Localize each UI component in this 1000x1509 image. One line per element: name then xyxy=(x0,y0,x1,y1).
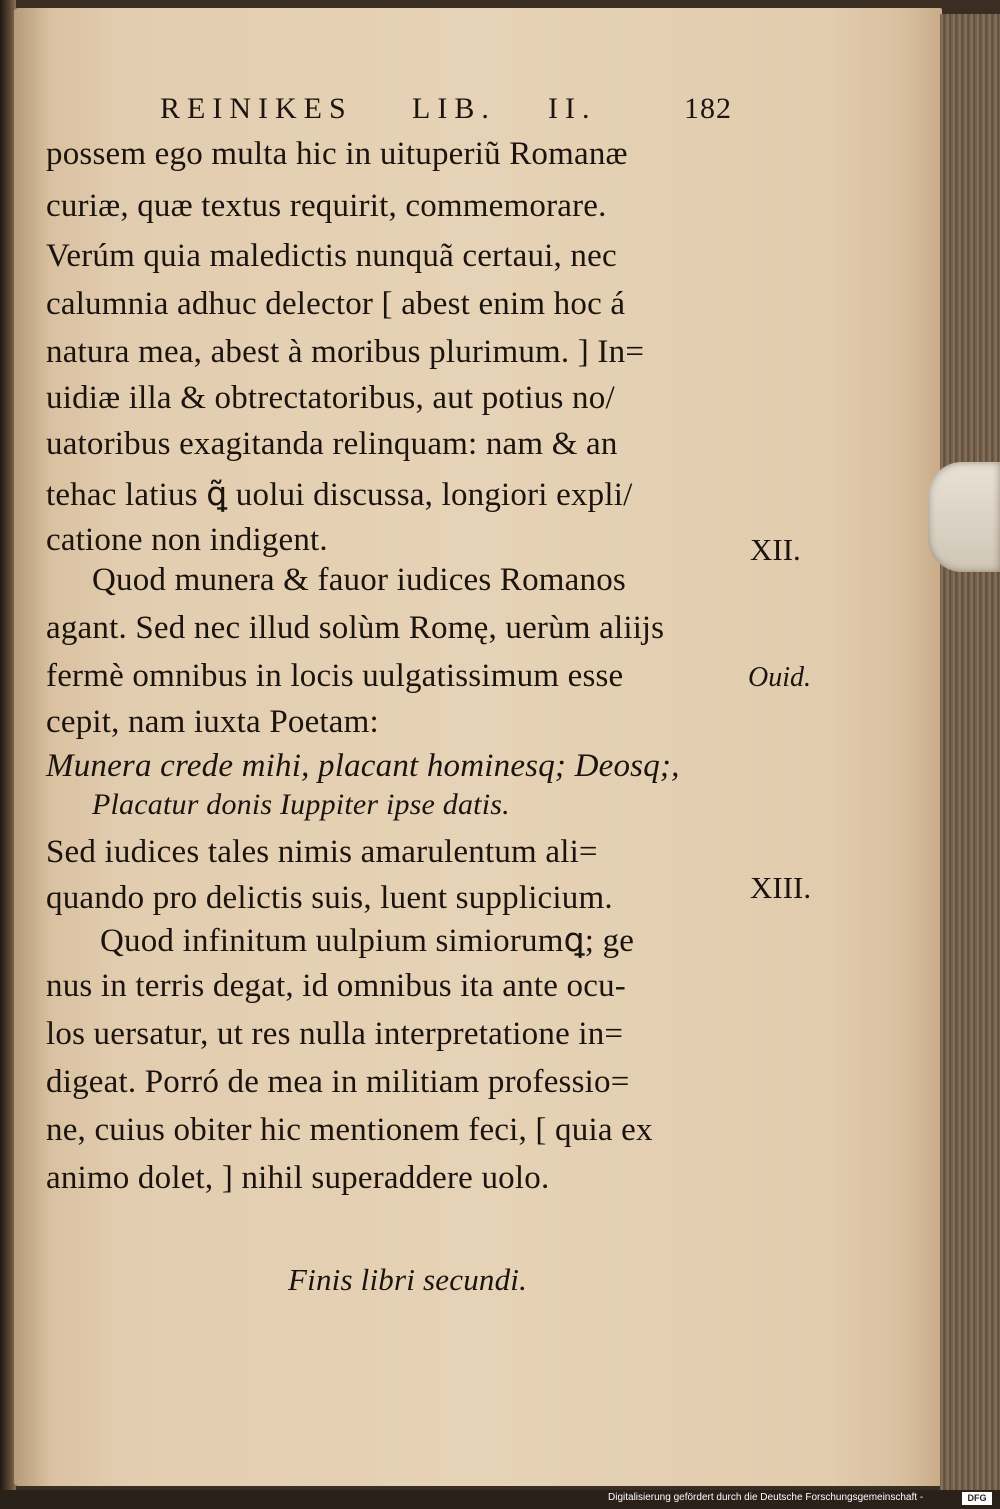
text-line-15: quando pro delictis suis, luent supplicium. xyxy=(46,880,613,916)
verse-line-2: Placatur donis Iuppiter ipse datis. xyxy=(92,788,510,821)
text-line-3: Verúm quia maledictis nunquã certaui, nec xyxy=(46,238,617,274)
text-line-6: uidiæ illa & obtrectatoribus, aut potius no/ xyxy=(46,380,615,416)
text-line-7: uatoribus exagitanda relinquam: nam & an xyxy=(46,426,618,462)
book-label: LIB. xyxy=(412,92,496,125)
page-fore-edge xyxy=(940,14,1000,1490)
margin-source-note: Ouid. xyxy=(748,662,811,693)
text-line-19: digeat. Porró de mea in militiam professio= xyxy=(46,1064,630,1100)
text-line-5: natura mea, abest à moribus plurimum. ] In= xyxy=(46,334,645,370)
text-line-21: animo dolet, ] nihil superaddere uolo. xyxy=(46,1160,550,1196)
text-line-8: tehac latius ꝗ̃ uolui discussa, longiori expli/ xyxy=(46,477,633,513)
text-line-9: catione non indigent. xyxy=(46,522,328,558)
book-clasp xyxy=(928,462,1000,572)
running-title: REINIKES xyxy=(160,92,353,125)
digitization-credit: Digitalisierung gefördert durch die Deutsche Forschungsgemeinschaft - xyxy=(608,1492,924,1503)
text-line-11: agant. Sed nec illud solùm Romę, uerùm aliĳs xyxy=(46,610,665,646)
margin-chapter-12: XII. xyxy=(750,532,801,567)
text-line-4: calumnia adhuc delector [ abest enim hoc á xyxy=(46,286,626,322)
text-line-18: los uersatur, ut res nulla interpretatione in= xyxy=(46,1016,624,1052)
text-line-1: possem ego multa hic in uituperiũ Romanæ xyxy=(46,136,628,172)
text-line-17: nus in terris degat, id omnibus ita ante ocu- xyxy=(46,968,626,1004)
text-line-2: curiæ, quæ textus requirit, commemorare. xyxy=(46,188,607,224)
book-number: II. xyxy=(548,92,597,125)
dfg-logo: DFG xyxy=(962,1492,992,1505)
text-line-10: Quod munera & fauor iudices Romanos xyxy=(92,562,626,598)
text-line-14: Sed iudices tales nimis amarulentum ali= xyxy=(46,834,598,870)
text-line-16: Quod infinitum uulpium simiorumꝗ; ge xyxy=(100,923,635,959)
running-header xyxy=(160,92,740,132)
page-number: 182 xyxy=(684,92,732,125)
text-line-13: cepit, nam iuxta Poetam: xyxy=(46,704,379,740)
margin-chapter-13: XIII. xyxy=(750,870,812,905)
verse-line-1: Munera crede mihi, placant hominesq; Deosq;, xyxy=(46,748,680,784)
closing-line: Finis libri secundi. xyxy=(288,1262,528,1297)
text-line-12: fermè omnibus in locis uulgatissimum esse xyxy=(46,658,624,694)
text-line-20: ne, cuius obiter hic mentionem feci, [ quia ex xyxy=(46,1112,653,1148)
